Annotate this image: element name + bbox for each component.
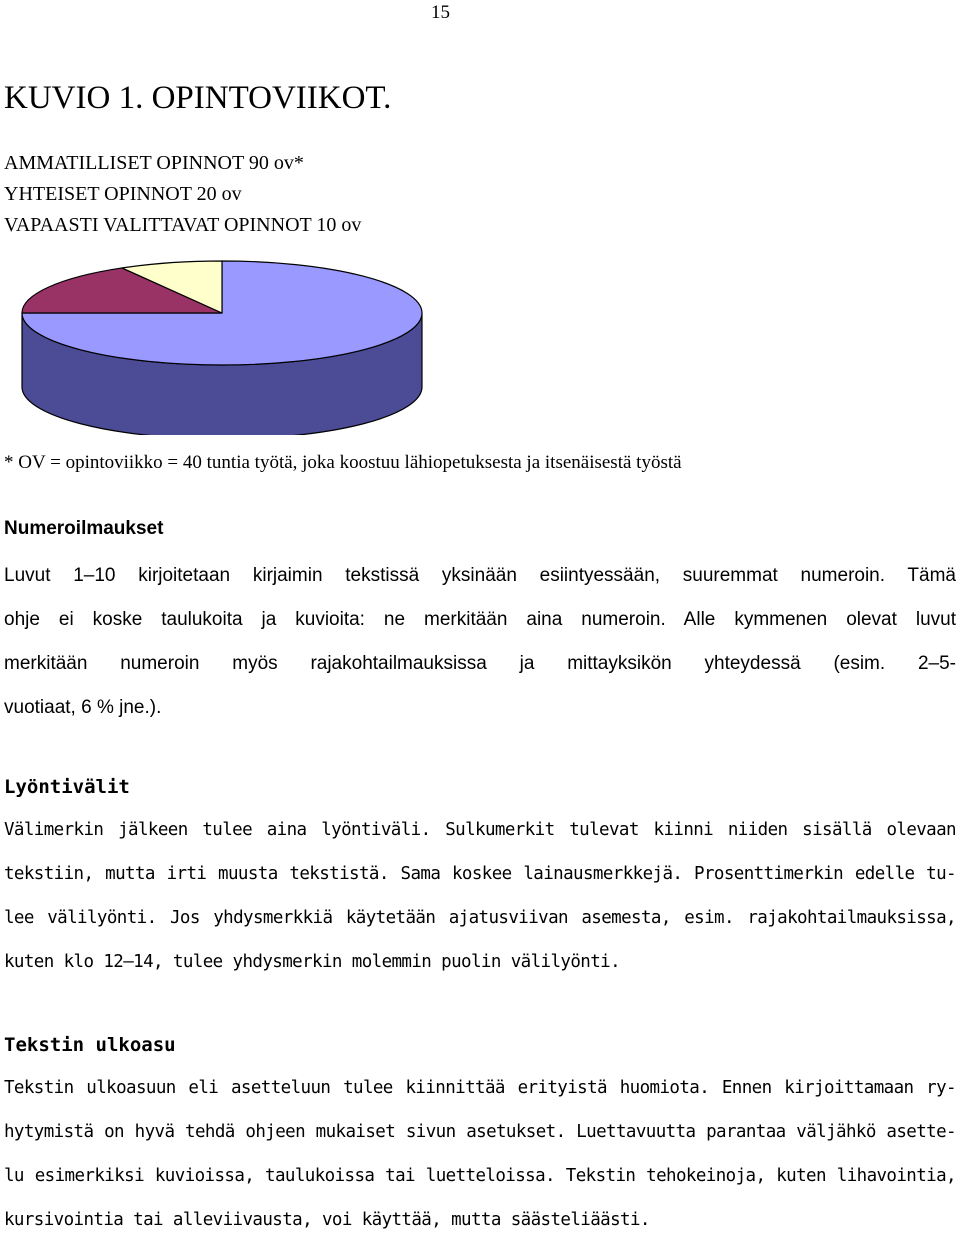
legend-item-ammatilliset: AMMATILLISET OPINNOT 90 ov* <box>4 152 304 174</box>
text-line: hytymistä on hyvä tehdä ohjeen mukaiset sivun asetukset. Luettavuutta parantaa väljähkö asette- <box>4 1122 956 1142</box>
heading-numeroilmaukset: Numeroilmaukset <box>4 518 164 539</box>
text-line: merkitään numeroin myös rajakohtailmauksissa ja mittayksikön yhteydessä (esim. 2–5- <box>4 653 956 674</box>
page-number: 15 <box>431 2 450 23</box>
text-line: Luvut 1–10 kirjoitetaan kirjaimin tekstissä yksinään esiintyessään, suuremmat numeroin. Tämä <box>4 565 956 586</box>
heading-lyontivalit: Lyöntivälit <box>4 776 130 798</box>
text-line: kuten klo 12–14, tulee yhdysmerkin molemmin puolin välilyönti. <box>4 952 621 972</box>
text-line: tekstiin, mutta irti muusta tekstistä. Sama koskee lainausmerkkejä. Prosenttimerkin edelle tu- <box>4 864 956 884</box>
heading-tekstin-ulkoasu: Tekstin ulkoasu <box>4 1034 176 1056</box>
legend-item-yhteiset: YHTEISET OPINNOT 20 ov <box>4 183 242 205</box>
text-line: ohje ei koske taulukoita ja kuvioita: ne merkitään aina numeroin. Alle kymmenen olevat luvut <box>4 609 956 630</box>
figure-title: KUVIO 1. OPINTOVIIKOT. <box>4 80 392 116</box>
paragraph-tekstin-ulkoasu <box>4 1066 956 1242</box>
figure-footnote: * OV = opintoviikko = 40 tuntia työtä, joka koostuu lähiopetuksesta ja itsenäisestä työstä <box>4 452 682 473</box>
text-line: lee välilyönti. Jos yhdysmerkkiä käytetään ajatusviivan asemesta, esim. rajakohtailmauksissa, <box>4 908 956 928</box>
text-line: vuotiaat, 6 % jne.). <box>4 697 162 718</box>
pie-chart <box>0 250 440 435</box>
paragraph-lyontivalit <box>4 808 956 984</box>
text-line: lu esimerkiksi kuvioissa, taulukoissa tai luetteloissa. Tekstin tehokeinoja, kuten lihavointia, <box>4 1166 956 1186</box>
text-line: Tekstin ulkoasuun eli asetteluun tulee kiinnittää erityistä huomiota. Ennen kirjoittamaan ry- <box>4 1078 956 1098</box>
paragraph-numeroilmaukset <box>4 554 956 730</box>
text-line: Välimerkin jälkeen tulee aina lyöntiväli. Sulkumerkit tulevat kiinni niiden sisällä olevaan <box>4 820 956 840</box>
legend-item-vapaasti-valittavat: VAPAASTI VALITTAVAT OPINNOT 10 ov <box>4 214 362 236</box>
text-line: kursivointia tai alleviivausta, voi käyttää, mutta säästeliäästi. <box>4 1210 650 1230</box>
